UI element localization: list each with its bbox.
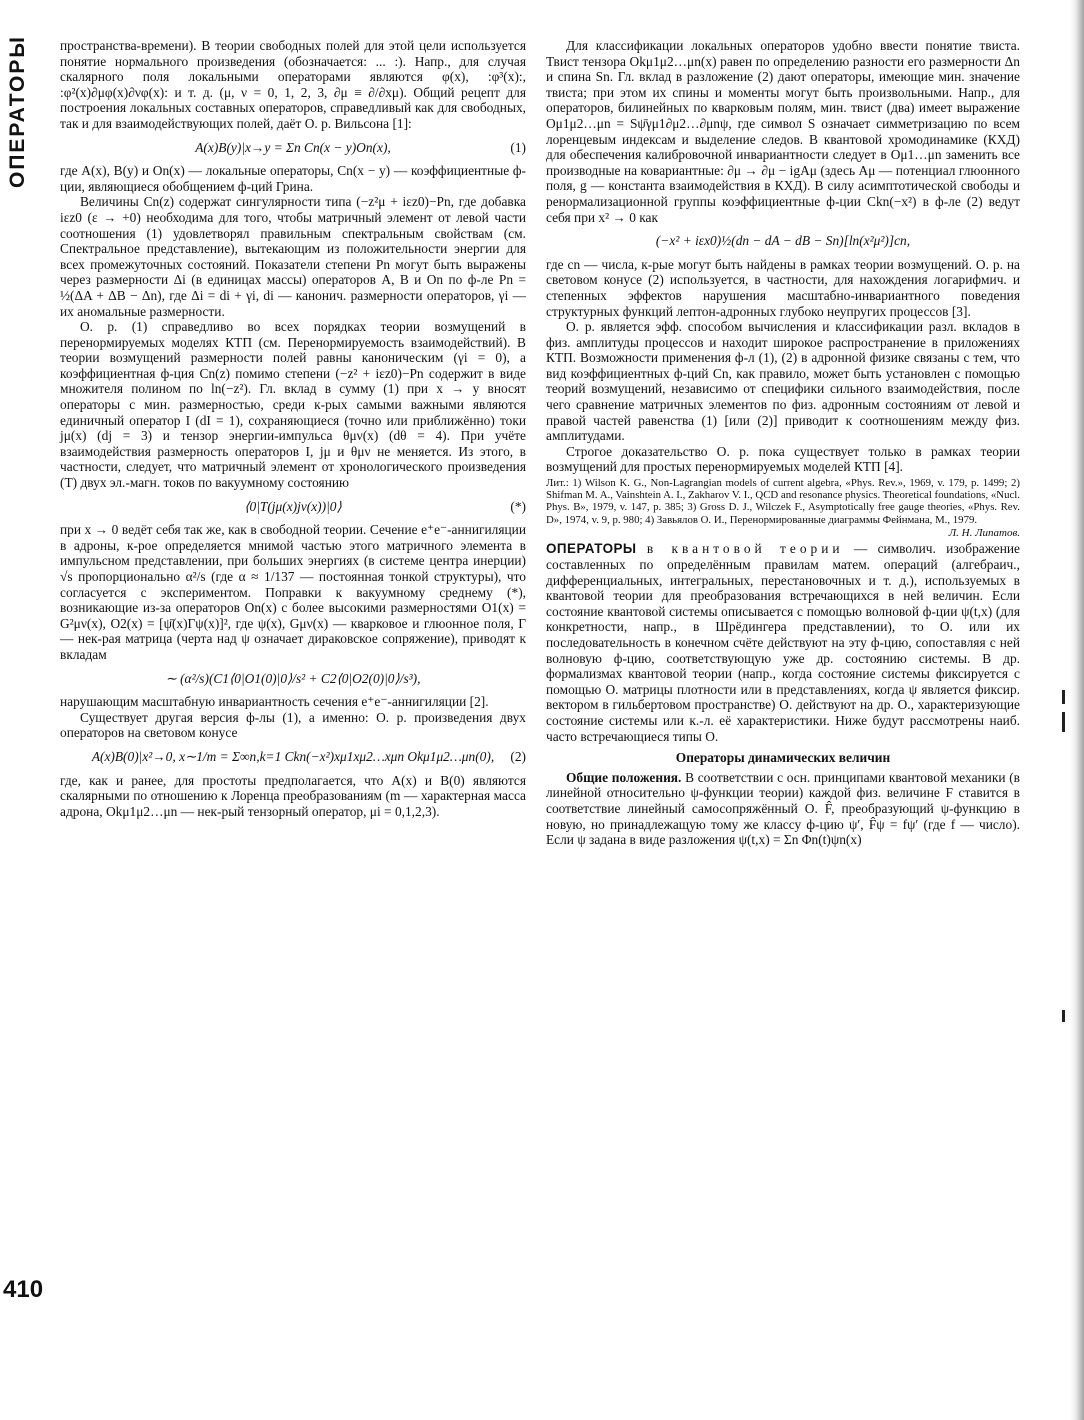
margin-mark (1062, 690, 1065, 704)
margin-marks (1062, 0, 1070, 1420)
paragraph: пространства-времени). В теории свободных полей для этой цели используется понятие нормального произведения (обозначается: ... :). Напр., для случая скалярного поля локальными операторами являются φ(x), :φ³(x):, :φ²(x)∂μφ(x)∂νφ(x): и т. д. (μ, ν = 0, 1, 2, 3, ∂μ ≡ ∂/∂xμ). Общий рецепт для построения локальных составных операторов, справедливый как для свободных, так и для взаимодействующих полей, даёт О. р. Вильсона [1]: (60, 38, 526, 131)
paragraph: О. р. (1) справедливо во всех порядках теории возмущений в перенормируемых моделях КТП (см. Перенормируемость взаимодействий). В теории возмущений размерности полей равны каноническим (γi = 0), а коэффициентная ф-ция Cn(z) помимо степени (−z² + iεz0)−Pn содержит в виде множителя полином по ln(−z²). Гл. вклад в сумму (1) при x → y вносят операторы с мин. размерностью, среди к-рых самыми важными являются единичный оператор I (dI = 1), сохраняющиеся (точно или приближённо) токи jμ(x) (dj = 3) и тензор энергии-импульса θμν(x) (dθ = 4). При учёте взаимодействия размерность операторов I, jμ и θμν не меняется. Из этого, в частности, следует, что матричный элемент от хронологического произведения (T) двух эл.-магн. токов по вакуумному состоянию (60, 319, 526, 491)
equation-number: (*) (510, 498, 526, 514)
equation-2 (60, 749, 526, 765)
margin-mark (1062, 712, 1065, 732)
references: Лит.: 1) Wilson K. G., Non-Lagrangian models of current algebra, «Phys. Rev.», 1969, v. 179, p. 1499; 2) Shifman M. A., Vainshtein A. I., Zakharov V. I., QCD and resonance physics. Theoretical foundations, «Nucl. Phys. B», 1979, v. 147, p. 385; 3) Gross D. J., Wilczek F., Asymptotically free gauge theories, «Phys. Rev. D», 1974, v. 9, p. 980; 4) Завьялов О. И., Перенормированные диаграммы Фейнмана, М., 1979. (546, 477, 1020, 526)
paragraph: нарушающим масштабную инвариантность сечения e⁺e⁻-аннигиляции [2]. (60, 694, 489, 710)
entry-title-tail: в квантовой теории (646, 541, 844, 557)
paragraph: Величины Cn(z) содержат сингулярности типа (−z²μ + iεz0)−Pn, где добавка iεz0 (ε → +0) необходима для того, чтобы матричный элемент от левой части соотношения (1) удовлетворял правильным спектральным свойствам (см. Спектральное представление), вытекающим из положительности энергии для всех промежуточных состояний. Показатели степени Pn могут быть выражены через размерности Δi (в единицах массы) операторов A, B и On по ф-ле Pn = ½(ΔA + ΔB − Δn), где Δi = di + γi, di — канонич. размерности операторов, γi — их аномальные размерности. (60, 194, 526, 319)
equation-text: (−x² + iεx0)½(dn − dA − dB − Sn)[ln(x²μ²)]cn, (655, 233, 911, 249)
paragraph: Для классификации локальных операторов удобно ввести понятие твиста. Твист тензора Okμ1μ2…μn(x) равен по определению разности его размерности Δn и спина Sn. Гл. вклад в разложение (2) дают операторы, имеющие мин. значение твиста; при этом их спины и моменты могут быть произвольными. Напр., для операторов, билинейных по кварковым полям, мин. твист (два) имеет выражение Oμ1μ2…μn = Sψ̄γμ1∂μ2…∂μnψ, где символ S означает симметризацию по всем лоренцевым индексам и выделение следов. В квантовой хромодинамике (КХД) для обеспечения калибровочной инвариантности следует в Oμ1…μn заменить все производные на ковариантные: ∂μ → ∂μ − igAμ (здесь Aμ — потенциал глюонного поля, g — константа взаимодействия в КХД). В силу асимптотической свободы и ренормализационной группы коэффициентные ф-ции Ckn(−x²) в ф-ле (2) ведут себя при x² → 0 как (546, 38, 1020, 225)
paragraph: Существует другая версия ф-лы (1), а именно: О. р. произведения двух операторов на световом конусе (60, 709, 526, 741)
entry-body: — символич. изображение составленных по определённым правилам матем. операций (алгебраич., дифференциальных, интегральных, перестановочных и т. д.), используемых в квантовой теории для преобразования встречающихся в ней величин. Если состояние квантовой системы описывается с помощью волновой ф-ции ψ(t,x) (для конкретности, напр., в Шрёдингера представлении), то О. или их последовательность в конечном счёте действуют на эту ф-цию, сопоставляя с ней волновую ф-цию, соответствующую уже др. состоянию системы. В др. формализмах квантовой теории (напр., когда состояние системы фиксируется с помощью О. матрицы плотности или в представлениях, когда ψ является фиксир. вектором в гильбертовом пространстве) О. действуют на др. О., характеризующие состояние системы или к.-л. её характеристики. Ниже будут рассмотрены наиб. часто встречающиеся типы О. (546, 541, 1020, 744)
section-heading: Операторы динамических величин (675, 750, 891, 766)
equation-number: (2) (510, 748, 526, 764)
right-column (546, 38, 1020, 848)
paragraph: О. р. является эфф. способом вычисления и классификации разл. вкладов в физ. амплитуды процессов и находит широкое распространение в приложениях КТП. Возможности применения ф-л (1), (2) в адронной физике связаны с тем, что вид коэффициентных ф-ций Cn, как правило, может быть установлен с помощью теорий возмущений, независимо от специфики сильного взаимодействия, после чего сравнение матричных элементов по физ. адронным состояниям от левой и правой частей равенства (1) [или (2)] приводит к соотношениям между физ. амплитудами. (546, 319, 1020, 444)
author-signature: Л. Н. Липатов. (948, 526, 1020, 539)
paragraph (546, 770, 1020, 848)
subheading: Общие положения. (566, 769, 682, 785)
equation-1 (60, 140, 526, 156)
paragraph: Строгое доказательство О. р. пока существует только в рамках теории возмущений для простых перенормируемых моделей КТП [4]. (546, 443, 1020, 475)
page-number: 410 (3, 1276, 44, 1303)
equation-text: A(x)B(y)|x→y = Σn Cn(x − y)On(x), (195, 139, 391, 155)
scan-edge-shadow (1070, 0, 1084, 1420)
paragraph: при x → 0 ведёт себя так же, как в свободной теории. Сечение e⁺e⁻-аннигиляции в адроны, к-рое определяется мнимой частью этого матричного элемента в импульсном представлении, при больших энергиях (в системе центра инерции) √s пропорционально α²/s (где α ≈ 1/137 — постоянная тонкой структуры), что согласуется с экспериментом. Поправки к вакуумному среднему (*), возникающие из-за операторов On(x) с более высокими размерностями O1(x) = G²μν(x), O2(x) = [ψ̄(x)Γψ(x)]², где ψ(x), Gμν(x) — кварковое и глюонное поля, Γ — нек-рая матрица (черта над ψ означает дираковское сопряжение), приводят к вкладам (60, 522, 526, 662)
paragraph-text: В соответствии с осн. принципами квантовой механики (в линейной относительно ψ-функции теории) каждой физ. величине F ставится в соответствие линейный самосопряжённый О. F̂, преобразующий ψ-функцию в новую, но принадлежащую тому же классу ф-цию ψ′, F̂ψ = fψ′ (где f — число). Если ψ задана в виде разложения ψ(t,x) = Σn Φn(t)ψn(x) (546, 769, 1020, 848)
equation-3 (60, 671, 526, 687)
entry-paragraph (546, 541, 1020, 744)
margin-mark (1062, 1010, 1065, 1022)
equation-4 (546, 233, 1020, 249)
left-column (60, 38, 526, 819)
paragraph: где cn — числа, к-рые могут быть найдены в рамках теории возмущений. О. р. на световом конусе (2) используется, в частности, для нахождения логарифмич. и степенных эффектов нарушения масштабно-инвариантного поведения структурных функций лептон-адронных глубоко неупругих процессов [3]. (546, 256, 1020, 319)
paragraph: где A(x), B(y) и On(x) — локальные операторы, Cn(x − y) — коэффициентные ф-ции, являющиеся обобщением ф-ций Грина. (60, 163, 526, 194)
paragraph: где, как и ранее, для простоты предполагается, что A(x) и B(0) являются скалярными по отношению к Лоренца преобразованиям (m — характерная масса адрона, Okμ1μ2…μn — нек-рый тензорный оператор, μi = 0,1,2,3). (60, 772, 526, 819)
equation-star (60, 499, 526, 515)
equation-text: ∼ (α²/s)(C1⟨0|O1(0)|0⟩/s² + C2⟨0|O2(0)|0⟩/s³), (165, 670, 421, 686)
equation-number: (1) (510, 139, 526, 155)
equation-text: ⟨0|T(jμ(x)jν(x))|0⟩ (244, 498, 342, 514)
running-head-title: ОПЕРАТОРЫ (6, 35, 29, 188)
entry-title: ОПЕРАТОРЫ (546, 541, 637, 557)
equation-text: A(x)B(0)|x²→0, x∼1/m = Σ∞n,k=1 Ckn(−x²)xμ1xμ2…xμn Okμ1μ2…μn(0), (91, 748, 495, 764)
